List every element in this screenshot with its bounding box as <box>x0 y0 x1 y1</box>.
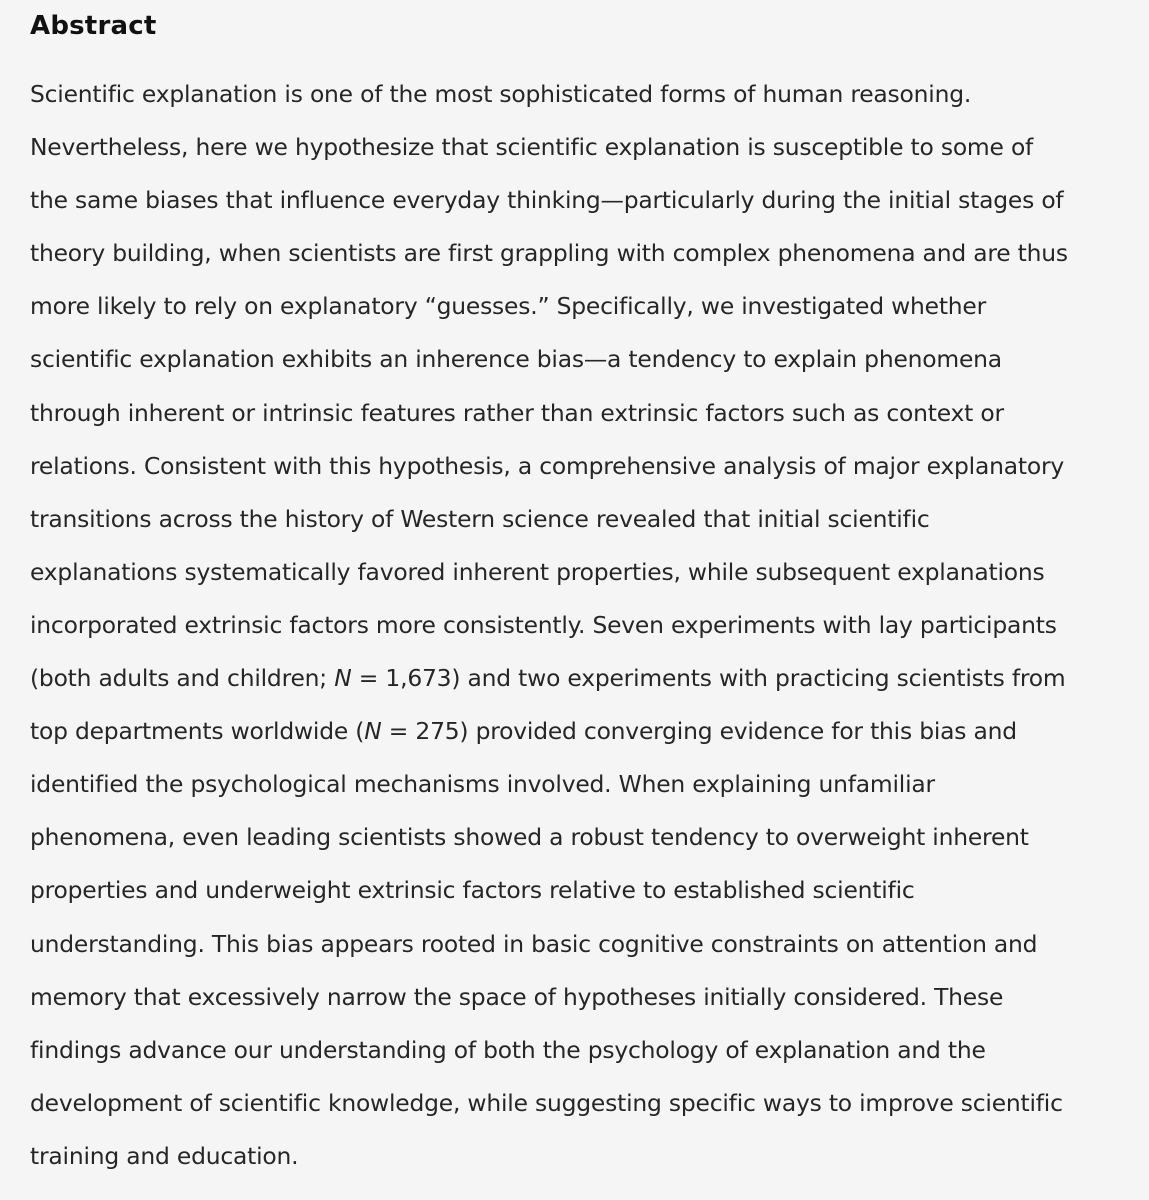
abstract-line: training and education. <box>30 1141 299 1170</box>
abstract-line: phenomena, even leading scientists showed a robust tendency to overweight inherent <box>30 823 1029 852</box>
line-text-after: = 275) provided converging evidence for this bias and <box>381 717 1017 746</box>
abstract-line: development of scientific knowledge, while suggesting specific ways to improve scientific <box>30 1088 1063 1117</box>
line-text-before: top departments worldwide ( <box>30 717 365 746</box>
abstract-line-sample-scientists <box>30 705 1142 758</box>
abstract-line: properties and underweight extrinsic factors relative to established scientific <box>30 876 915 905</box>
abstract-heading: Abstract <box>30 11 157 41</box>
abstract-line: Nevertheless, here we hypothesize that scientific explanation is susceptible to some of <box>30 133 1034 162</box>
line-text-before: (both adults and children; <box>30 664 335 693</box>
abstract-line: understanding. This bias appears rooted in basic cognitive constraints on attention and <box>30 929 1038 958</box>
abstract-line: identified the psychological mechanisms involved. When explaining unfamiliar <box>30 770 935 799</box>
abstract-line: more likely to rely on explanatory “guesses.” Specifically, we investigated whether <box>30 292 987 321</box>
abstract-line: scientific explanation exhibits an inherence bias—a tendency to explain phenomena <box>30 345 1002 374</box>
line-text-after: = 1,673) and two experiments with practicing scientists from <box>351 664 1066 693</box>
sample-size-symbol: N <box>364 717 382 746</box>
abstract-text <box>30 68 1142 1183</box>
abstract-line: transitions across the history of Western science revealed that initial scientific <box>30 504 930 533</box>
abstract-line: incorporated extrinsic factors more consistently. Seven experiments with lay participants <box>30 610 1057 639</box>
abstract-line: Scientific explanation is one of the most sophisticated forms of human reasoning. <box>30 80 972 108</box>
abstract-line: the same biases that influence everyday thinking—particularly during the initial stages of <box>30 186 1064 215</box>
abstract-line: through inherent or intrinsic features rather than extrinsic factors such as context or <box>30 398 1004 427</box>
abstract-line: findings advance our understanding of both the psychology of explanation and the <box>30 1035 986 1064</box>
abstract-line: relations. Consistent with this hypothesis, a comprehensive analysis of major explanatory <box>30 451 1065 480</box>
abstract-line: memory that excessively narrow the space of hypotheses initially considered. These <box>30 982 1004 1011</box>
sample-size-symbol: N <box>334 664 352 693</box>
abstract-line: theory building, when scientists are first grappling with complex phenomena and are thus <box>30 239 1068 268</box>
abstract-line-sample-adults <box>30 652 1142 705</box>
abstract-line: explanations systematically favored inherent properties, while subsequent explanations <box>30 557 1045 586</box>
